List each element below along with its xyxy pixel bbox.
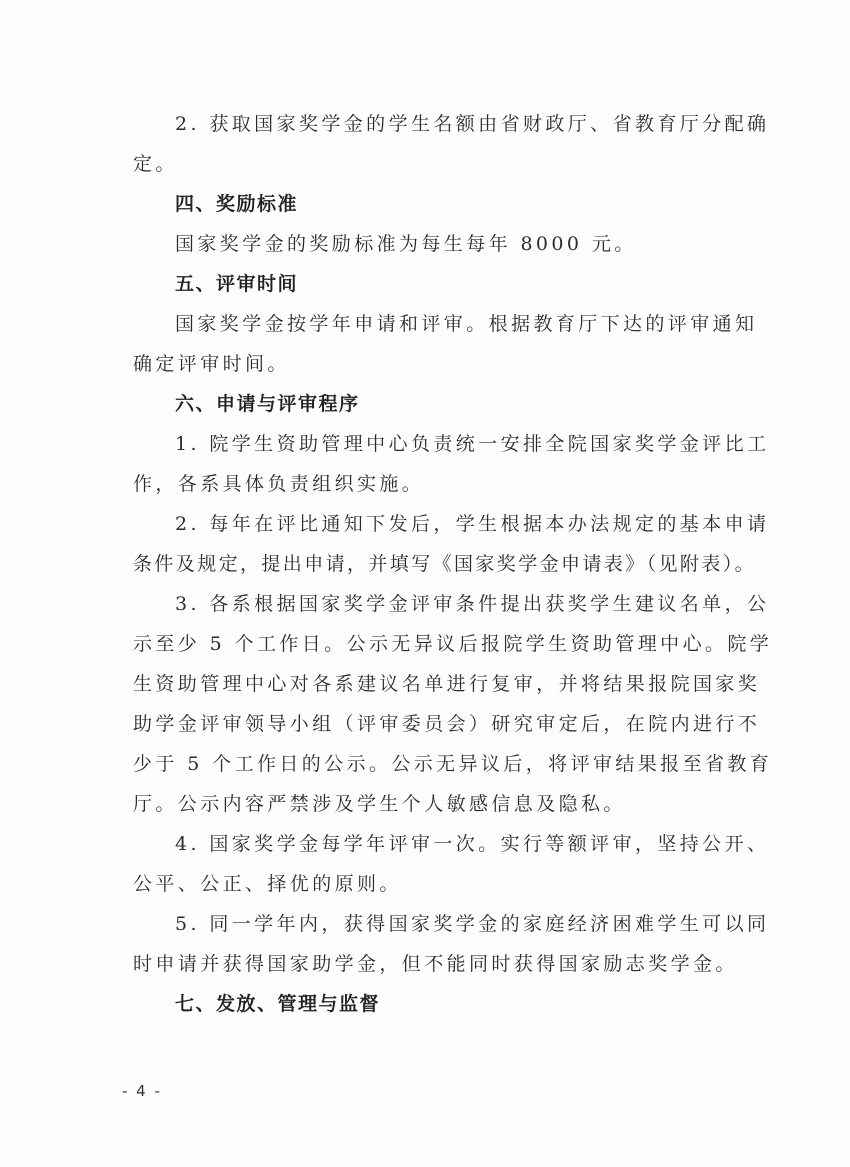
- paragraph-line: 5. 同一学年内，获得国家奖学金的家庭经济困难学生可以同: [175, 913, 770, 935]
- paragraph-line: 助学金评审领导小组（评审委员会）研究审定后，在院内进行不: [133, 713, 761, 735]
- paragraph-line: 生资助管理中心对各系建议名单进行复审，并将结果报院国家奖: [133, 673, 761, 695]
- section-heading-application-procedure: 六、申请与评审程序: [175, 393, 360, 415]
- section-heading-reward-standard: 四、奖励标准: [175, 193, 299, 215]
- paragraph-line: 国家奖学金的奖励标准为每生每年 8000 元。: [175, 233, 637, 255]
- paragraph-line: 少于 5 个工作日的公示。公示无异议后，将评审结果报至省教育: [133, 753, 773, 775]
- paragraph-line: 2. 每年在评比通知下发后，学生根据本办法规定的基本申请: [175, 513, 770, 535]
- paragraph-line: 条件及规定，提出申请，并填写《国家奖学金申请表》（见附表）。: [133, 553, 757, 575]
- section-heading-review-time: 五、评审时间: [175, 273, 299, 295]
- paragraph-line: 作，各系具体负责组织实施。: [133, 473, 425, 495]
- page-number: - 4 -: [122, 1082, 162, 1100]
- paragraph-line: 示至少 5 个工作日。公示无异议后报院学生资助管理中心。院学: [133, 633, 773, 655]
- paragraph-line: 4. 国家奖学金每学年评审一次。实行等额评审，坚持公开、: [175, 833, 770, 855]
- document-body: [133, 104, 773, 1024]
- paragraph-line: 厅。公示内容严禁涉及学生个人敏感信息及隐私。: [133, 793, 626, 815]
- paragraph-line: 确定评审时间。: [133, 353, 290, 375]
- paragraph-line: 1. 院学生资助管理中心负责统一安排全院国家奖学金评比工: [175, 433, 770, 455]
- paragraph-line: 定。: [133, 153, 178, 175]
- section-heading-issuance-management: 七、发放、管理与监督: [175, 993, 381, 1015]
- paragraph-line: 公平、公正、择优的原则。: [133, 873, 402, 895]
- paragraph-line: 2. 获取国家奖学金的学生名额由省财政厅、省教育厅分配确: [175, 113, 770, 135]
- paragraph-line: 3. 各系根据国家奖学金评审条件提出获奖学生建议名单，公: [175, 593, 770, 615]
- paragraph-line: 国家奖学金按学年申请和评审。根据教育厅下达的评审通知: [175, 313, 758, 335]
- paragraph-line: 时申请并获得国家助学金，但不能同时获得国家励志奖学金。: [133, 953, 738, 975]
